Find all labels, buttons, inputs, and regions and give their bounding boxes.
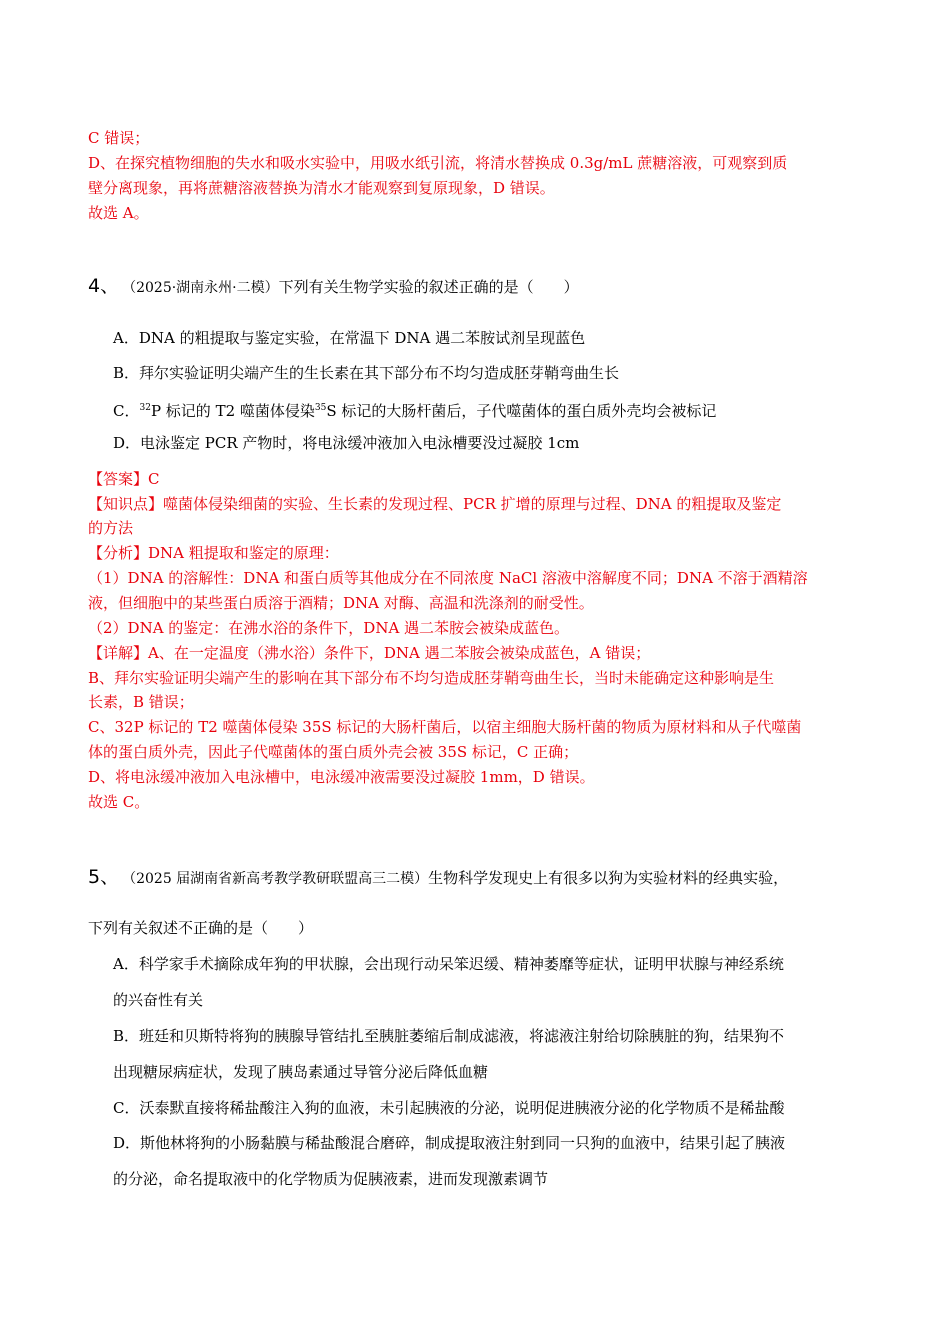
prev-explanation-line: D、在探究植物细胞的失水和吸水实验中，用吸水纸引流，将清水替换成 0.3g/mL 蔗糖溶液，可观察到质 [88,154,788,172]
q4-analysis-line: （2）DNA 的鉴定：在沸水浴的条件下，DNA 遇二苯胺会被染成蓝色。 [88,619,570,637]
q4-conclusion: 故选 C。 [88,793,150,811]
question-source: （2025 届湖南省新高考教学教研联盟高三二模） [129,871,429,887]
q5-option-b: B．班廷和贝斯特将狗的胰腺导管结扎至胰脏萎缩后制成滤液，将滤液注射给切除胰脏的狗，结果狗不 [113,1027,785,1045]
prev-explanation-line: 壁分离现象，再将蔗糖溶液替换为清水才能观察到复原现象，D 错误。 [88,179,555,197]
question-stem: 下列有关生物学实验的叙述正确的是（ ） [278,278,579,296]
q4-knowledge-point: 【知识点】噬菌体侵染细菌的实验、生长素的发现过程、PCR 扩增的原理与过程、DNA 的粗提取及鉴定 [88,495,782,513]
q4-detail-line: D、将电泳缓冲液加入电泳槽中，电泳缓冲液需要没过凝胶 1mm，D 错误。 [88,768,595,786]
question-source: （2025·湖南永州·二模） [129,280,279,296]
question-5-heading [88,865,788,891]
isotope-superscript: 35 [314,403,327,413]
q4-analysis-line: 液，但细胞中的某些蛋白质溶于酒精；DNA 对酶、高温和洗涤剂的耐受性。 [88,594,594,612]
q4-detail-line: C、32P 标记的 T2 噬菌体侵染 35S 标记的大肠杆菌后，以宿主细胞大肠杆菌的物质为原材料和从子代噬菌 [88,718,802,736]
question-stem: 生物科学发现史上有很多以狗为实验材料的经典实验， [428,869,789,887]
q4-option-c [113,396,716,423]
option-prefix: C． [113,402,140,420]
q5-option-a: A．科学家手术摘除成年狗的甲状腺，会出现行动呆笨迟缓、精神萎靡等症状，证明甲状腺与神经系统 [113,955,784,973]
q4-detail-line: B、拜尔实验证明尖端产生的影响在其下部分布不均匀造成胚芽鞘弯曲生长，当时未能确定这种影响是生 [88,669,775,687]
q4-option-a: A．DNA 的粗提取与鉴定实验，在常温下 DNA 遇二苯胺试剂呈现蓝色 [113,329,586,347]
question-stem-cont: 下列有关叙述不正确的是（ ） [88,919,314,937]
q4-option-d: D．电泳鉴定 PCR 产物时，将电泳缓冲液加入电泳槽要没过凝胶 1cm [113,434,580,452]
q4-detail-line: 体的蛋白质外壳，因此子代噬菌体的蛋白质外壳会被 35S 标记，C 正确； [88,743,579,761]
q5-option-d: D．斯他林将狗的小肠黏膜与稀盐酸混合磨碎，制成提取液注射到同一只狗的血液中，结果引起了胰液 [113,1134,786,1152]
prev-explanation-line: C 错误； [88,129,150,147]
q4-detail: 【详解】A、在一定温度（沸水浴）条件下，DNA 遇二苯胺会被染成蓝色，A 错误； [88,644,651,662]
prev-explanation-line: 故选 A。 [88,204,149,222]
q4-detail-line: 长素，B 错误； [88,693,194,711]
question-number: 5、 [88,866,120,888]
option-text: P 标记的 T2 噬菌体侵染 [150,402,315,420]
option-text: S 标记的大肠杆菌后，子代噬菌体的蛋白质外壳均会被标记 [326,402,717,420]
q4-option-b: B．拜尔实验证明尖端产生的生长素在其下部分布不均匀造成胚芽鞘弯曲生长 [113,364,620,382]
q5-option-d-cont: 的分泌，命名提取液中的化学物质为促胰液素，进而发现激素调节 [113,1170,549,1188]
q4-knowledge-point-cont: 的方法 [88,519,134,537]
q4-analysis: 【分析】DNA 粗提取和鉴定的原理： [88,544,339,562]
q5-option-a-cont: 的兴奋性有关 [113,991,204,1009]
q5-option-c: C．沃泰默直接将稀盐酸注入狗的血液，未引起胰液的分泌，说明促进胰液分泌的化学物质不是稀盐酸 [113,1099,785,1117]
question-4-heading [88,274,579,300]
isotope-superscript: 32 [139,403,151,413]
q4-analysis-line: （1）DNA 的溶解性：DNA 和蛋白质等其他成分在不同浓度 NaCl 溶液中溶解度不同；DNA 不溶于酒精溶 [88,569,808,587]
q4-answer: 【答案】C [88,470,160,488]
q5-option-b-cont: 出现糖尿病症状，发现了胰岛素通过导管分泌后降低血糖 [113,1063,489,1081]
question-number: 4、 [88,275,120,297]
